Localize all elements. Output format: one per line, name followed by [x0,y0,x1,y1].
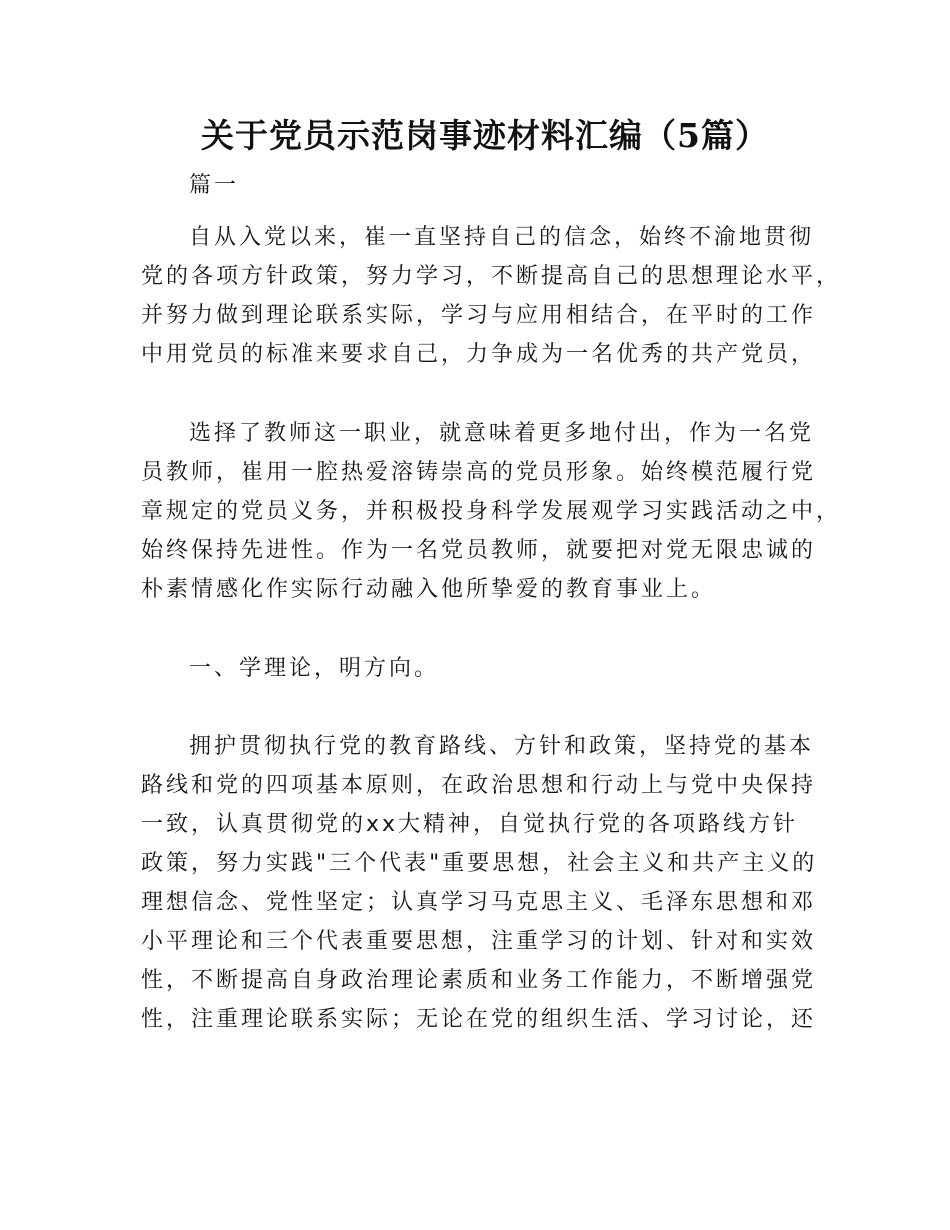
paragraph-3 [141,727,831,1039]
paragraph-line: 理想信念、党性坚定；认真学习马克思主义、毛泽东思想和邓 [141,890,817,915]
document-title: 关于党员示范岗事迹材料汇编（5篇） [201,116,769,155]
paragraph-line: 性，注重理论联系实际；无论在党的组织生活、学习讨论，还 [141,1007,817,1032]
spacer [141,609,831,649]
section-heading [141,649,831,688]
paragraph-line: 并努力做到理论联系实际，学习与应用相结合，在平时的工作 [141,303,817,328]
paragraph-line: 朴素情感化作实际行动融入他所挚爱的教育事业上。 [141,577,717,602]
spacer [141,374,831,414]
section-label: 篇一 [189,173,240,198]
section-heading-text: 一、学理论，明方向。 [189,656,440,681]
paragraph-line: 选择了教师这一职业，就意味着更多地付出，作为一名党 [189,421,815,446]
document-body [141,166,842,1039]
paragraph-2 [141,414,842,609]
paragraph-line: 自从入党以来，崔一直坚持自己的信念，始终不渝地贯彻 [189,225,815,250]
spacer [141,205,831,218]
paragraph-line: 中用党员的标准来要求自己，力争成为一名优秀的共产党员， [141,342,817,367]
paragraph-line: 章规定的党员义务，并积极投身科学发展观学习实践活动之中， [141,499,842,524]
paragraph-line: 始终保持先进性。作为一名党员教师，就要把对党无限忠诚的 [141,538,817,563]
paragraph-line: 员教师，崔用一腔热爱溶铸崇高的党员形象。始终模范履行党 [141,460,817,485]
paragraph-line: 政策，努力实践"三个代表"重要思想，社会主义和共产主义的 [141,851,818,876]
paragraph-line: 路线和党的四项基本原则，在政治思想和行动上与党中央保持 [141,773,817,798]
paragraph-line: 一致，认真贯彻党的xx大精神，自觉执行党的各项路线方针 [141,812,799,837]
paragraph-1 [141,218,842,374]
paragraph-line: 拥护贯彻执行党的教育路线、方针和政策，坚持党的基本 [189,734,815,759]
paragraph-line: 党的各项方针政策，努力学习，不断提高自己的思想理论水平， [141,264,842,289]
spacer [141,688,831,727]
paragraph-line: 小平理论和三个代表重要思想，注重学习的计划、针对和实效 [141,929,817,954]
paragraph-line: 性，不断提高自身政治理论素质和业务工作能力，不断增强党 [141,968,817,993]
